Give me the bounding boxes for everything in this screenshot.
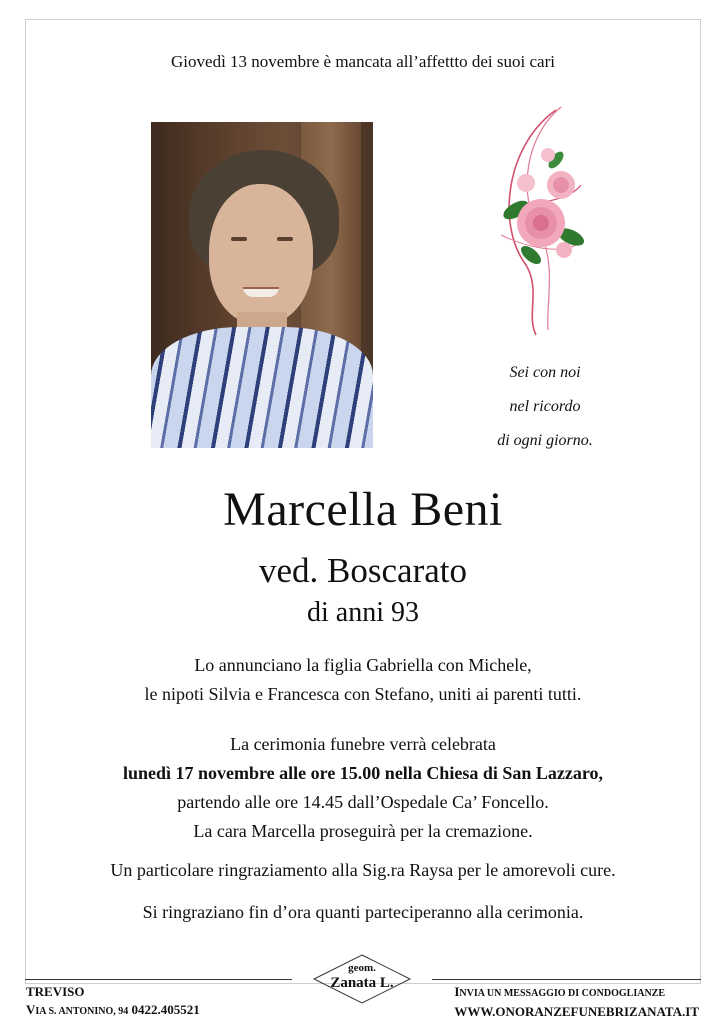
footer-divider xyxy=(25,979,292,980)
footer-message xyxy=(454,983,699,1021)
photo-eye xyxy=(231,237,247,241)
footer-city: TREVISO xyxy=(26,984,85,999)
footer-phone: 0422.405521 xyxy=(131,1002,200,1017)
ceremony-date-line: lunedì 17 novembre alle ore 15.00 nella Chiesa di San Lazzaro, xyxy=(122,763,603,783)
photo-blouse xyxy=(151,327,373,448)
footer-contact xyxy=(26,983,200,1021)
deceased-name: Marcella Beni xyxy=(223,483,503,536)
photo-mouth xyxy=(243,287,279,297)
motto-text xyxy=(470,356,620,458)
ceremony-text xyxy=(25,730,701,846)
thanks-text: Un particolare ringraziamento alla Sig.ra Raysa per le amorevoli cure. xyxy=(110,860,616,880)
footer-divider xyxy=(432,979,701,980)
website-link[interactable]: WWW.ONORANZEFUNEBRIZANATA.IT xyxy=(454,1004,699,1019)
announcement-line: le nipoti Silvia e Francesca con Stefano, uniti ai parenti tutti. xyxy=(144,684,582,704)
photo-face xyxy=(209,184,313,324)
motto-line: Sei con noi xyxy=(509,364,581,381)
rose-bouquet-icon xyxy=(486,105,596,340)
portrait-photo xyxy=(151,122,373,448)
condolence-invite: INVIA UN MESSAGGIO DI CONDOGLIANZE xyxy=(454,984,666,999)
widow-of: ved. Boscarato xyxy=(259,551,467,590)
logo-geom: geom. xyxy=(348,962,376,974)
logo-brand: Zanata L. xyxy=(330,975,394,991)
deceased-age: di anni 93 xyxy=(307,597,419,628)
motto-line: nel ricordo xyxy=(509,398,581,415)
announcement-line: Lo annunciano la figlia Gabriella con Michele, xyxy=(194,655,532,675)
thanks-text: Si ringraziano fin d’ora quanti parteciperanno alla cerimonia. xyxy=(142,902,584,922)
footer-address: VIA S. ANTONINO, 94 0422.405521 xyxy=(26,1002,200,1017)
ceremony-line: La cara Marcella proseguirà per la cremazione. xyxy=(193,821,533,841)
ceremony-line: La cerimonia funebre verrà celebrata xyxy=(230,734,496,754)
ceremony-line: partendo alle ore 14.45 dall’Ospedale Ca’ Foncello. xyxy=(177,792,549,812)
funeral-home-logo xyxy=(312,953,412,1005)
intro-text: Giovedì 13 novembre è mancata all’affettto dei suoi cari xyxy=(171,52,555,71)
announcement-text xyxy=(25,651,701,709)
photo-eye xyxy=(277,237,293,241)
motto-line: di ogni giorno. xyxy=(497,432,593,449)
